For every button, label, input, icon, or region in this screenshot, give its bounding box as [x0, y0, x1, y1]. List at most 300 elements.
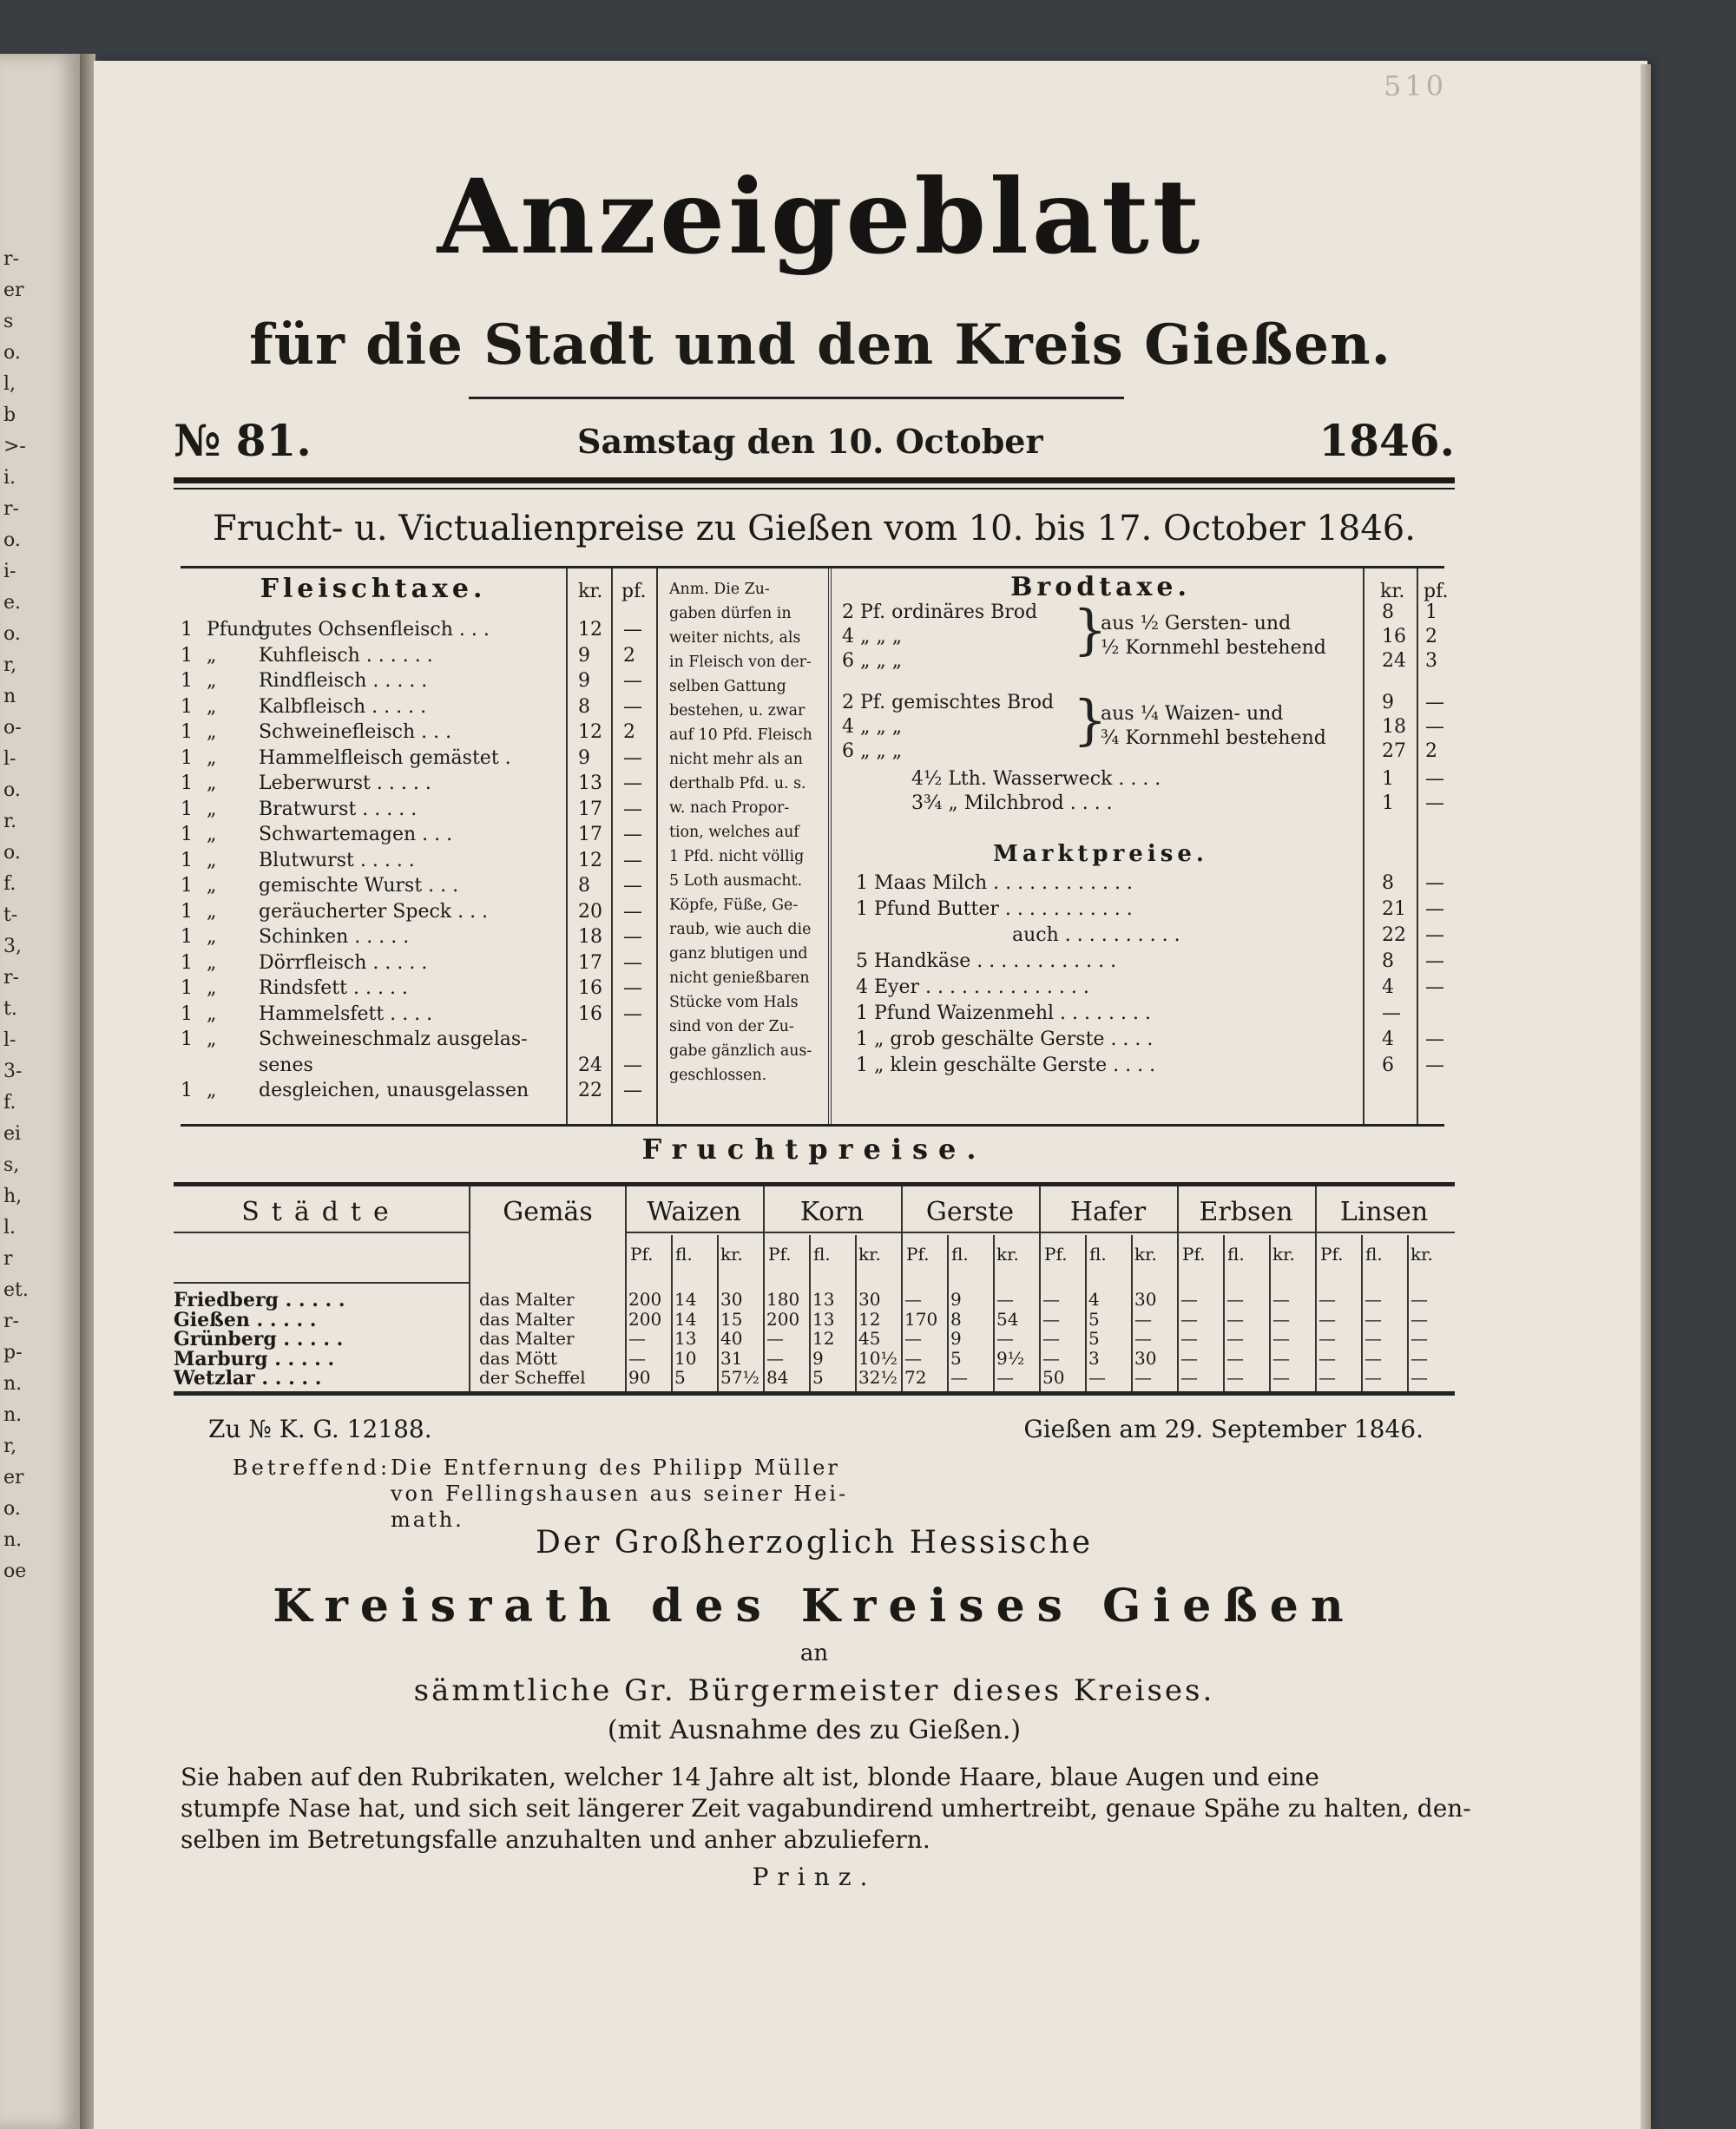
market-pf: —	[1425, 1055, 1444, 1076]
meat-kr: 18	[578, 926, 602, 948]
meat-name: Rindfleisch . . . . .	[259, 670, 428, 692]
divider-sub	[1361, 1235, 1363, 1391]
fruit-value: 9½	[996, 1347, 1025, 1369]
left-page-fragment: o.	[3, 529, 21, 551]
subheader-fl: fl.	[1227, 1244, 1245, 1265]
meat-pf: —	[623, 951, 642, 974]
market-label: 1 Pfund Waizenmehl . . . . . . . .	[856, 1002, 1151, 1024]
fruit-value: —	[1364, 1289, 1382, 1310]
fruit-value: —	[904, 1328, 922, 1349]
hline-city-2	[174, 1282, 469, 1284]
bread-title: Brodtaxe.	[1010, 572, 1191, 602]
left-page-fragment: l-	[3, 1029, 16, 1051]
left-page-fragment: s	[3, 311, 14, 332]
meat-kr: 12	[578, 619, 602, 641]
left-page-fragment: n.	[3, 1373, 23, 1395]
left-page-fragment: o.	[3, 842, 21, 864]
meat-title: Fleischtaxe.	[260, 574, 487, 604]
notice-signature: Prinz.	[752, 1863, 877, 1891]
fruit-value: —	[1042, 1347, 1060, 1369]
meat-name: gutes Ochsenfleisch . . .	[259, 619, 490, 641]
fruit-value: —	[1180, 1347, 1198, 1369]
meat-name: geräucherter Speck . . .	[259, 900, 489, 923]
left-page-fragment: o-	[3, 717, 22, 739]
fruit-value: 5	[1088, 1328, 1100, 1349]
meat-name: Rindsfett . . . . .	[259, 977, 408, 999]
meat-row	[181, 1080, 649, 1102]
meat-row	[181, 1028, 649, 1051]
divider-sub	[717, 1235, 719, 1391]
bread-kr: 1	[1382, 768, 1394, 790]
meat-kr: 9	[578, 644, 590, 667]
market-title: Marktpreise.	[993, 841, 1208, 867]
market-label: 1 „ grob geschälte Gerste . . . .	[856, 1028, 1154, 1050]
meat-pf: —	[623, 926, 642, 948]
fruit-value: —	[1364, 1328, 1382, 1349]
divider-sub	[1223, 1235, 1225, 1391]
annotation-line: geschlossen.	[669, 1067, 767, 1084]
divider-sub	[1407, 1235, 1409, 1391]
fruit-value: —	[1226, 1308, 1244, 1330]
divider-grain	[901, 1186, 903, 1391]
fruit-value: 40	[720, 1328, 743, 1349]
masthead-title: Anzeigeblatt	[437, 156, 1204, 277]
left-page-fragment: t.	[3, 998, 17, 1020]
prices-heading: Frucht- u. Victualienpreise zu Gießen vom 10. bis 17. October 1846.	[213, 509, 1416, 549]
bread-pf: —	[1425, 768, 1444, 790]
bread-label: 2 Pf. gemischtes Brod	[842, 692, 1055, 713]
fruit-value: —	[996, 1328, 1014, 1349]
bread-label: 6 „ „ „	[842, 740, 903, 762]
meat-pf: —	[623, 798, 642, 820]
fruit-value: —	[1410, 1289, 1428, 1310]
divider-grain	[763, 1186, 765, 1391]
annotation-line: in Fleisch von der-	[669, 654, 812, 671]
annotation-line: sind von der Zu-	[669, 1018, 794, 1035]
subheader-pf: Pf.	[630, 1244, 654, 1265]
subheader-kr: kr.	[1272, 1244, 1295, 1265]
fruit-value: —	[766, 1328, 784, 1349]
masthead-subtitle: für die Stadt und den Kreis Gießen.	[249, 312, 1391, 378]
market-pf: —	[1425, 872, 1444, 894]
fruit-value: —	[1272, 1308, 1290, 1330]
bread-label: 4 „ „ „	[842, 626, 903, 647]
meat-qty: 1	[181, 900, 193, 923]
market-label: 4 Eyer . . . . . . . . . . . . . .	[856, 976, 1089, 998]
meat-qty: 1	[181, 1002, 193, 1025]
meat-qty: 1	[181, 1080, 193, 1101]
rule-thick	[174, 477, 1455, 483]
meat-unit: „	[207, 670, 217, 692]
bread-row	[842, 601, 1450, 624]
annotation-line: nicht genießbaren	[669, 969, 810, 987]
left-page-fragment: n.	[3, 1404, 23, 1426]
fruit-city: Gießen . . . . .	[174, 1308, 317, 1331]
bread-kr: 18	[1382, 716, 1406, 738]
bread-kr: 9	[1382, 692, 1394, 713]
fruit-value: —	[766, 1347, 784, 1369]
fruit-value: —	[1042, 1308, 1060, 1330]
fruit-value: 9	[950, 1289, 962, 1310]
market-row	[856, 1028, 1463, 1051]
market-row	[856, 898, 1463, 921]
divider-meat-anm	[656, 568, 658, 1124]
fruit-value: —	[1318, 1347, 1336, 1369]
annotation-line: w. nach Propor-	[669, 799, 790, 817]
divider-sub	[809, 1235, 811, 1391]
fruit-value: —	[1410, 1308, 1428, 1330]
bread-pf: —	[1425, 792, 1444, 814]
fruit-value: 14	[674, 1289, 697, 1310]
left-page-fragment: i.	[3, 467, 16, 489]
market-kr: 8	[1382, 950, 1394, 972]
fruit-value: 13	[812, 1308, 835, 1330]
market-row	[856, 1055, 1463, 1077]
market-kr: 4	[1382, 976, 1394, 998]
fruit-value: —	[1364, 1308, 1382, 1330]
subheader-fl: fl.	[1365, 1244, 1383, 1265]
meat-qty: 1	[181, 849, 193, 871]
fruit-value: 13	[812, 1289, 835, 1310]
meat-kr: 24	[578, 1054, 602, 1076]
fruit-value: 30	[858, 1289, 881, 1310]
subheader-kr: kr.	[1410, 1244, 1433, 1265]
meat-qty: 1	[181, 721, 193, 743]
fruit-value: 84	[766, 1367, 789, 1388]
fruit-value: 57½	[720, 1367, 760, 1388]
bread-pf: 2	[1425, 626, 1437, 647]
meat-unit: „	[207, 772, 217, 794]
fruit-value: —	[1088, 1367, 1106, 1388]
meat-kr: 12	[578, 721, 602, 743]
meat-name: Blutwurst . . . . .	[259, 849, 415, 871]
market-label: 1 Pfund Butter . . . . . . . . . . .	[856, 898, 1133, 920]
meat-pf: —	[623, 1054, 642, 1076]
fruit-value: 50	[1042, 1367, 1065, 1388]
left-page-fragment: l,	[3, 373, 16, 395]
meat-pf-header: pf.	[621, 581, 647, 602]
subheader-pf: Pf.	[1044, 1244, 1068, 1265]
fruit-value: —	[1180, 1308, 1198, 1330]
issue-number: № 81.	[174, 415, 312, 466]
meat-kr: 12	[578, 849, 602, 871]
meat-qty: 1	[181, 772, 193, 794]
meat-pf: —	[623, 695, 642, 718]
subheader-pf: Pf.	[1182, 1244, 1206, 1265]
meat-row	[181, 1055, 649, 1077]
fruit-value: —	[1226, 1367, 1244, 1388]
meat-pf: —	[623, 977, 642, 999]
market-row	[856, 872, 1463, 895]
meat-qty: 1	[181, 644, 193, 667]
fruit-value: —	[1226, 1328, 1244, 1349]
brace-group2: }	[1073, 688, 1108, 752]
meat-row	[181, 696, 649, 719]
divider-sub	[993, 1235, 995, 1391]
meat-pf: —	[623, 875, 642, 897]
meat-kr: 20	[578, 900, 602, 923]
meat-unit: „	[207, 746, 217, 769]
left-page-fragment: h,	[3, 1186, 23, 1207]
bread-row	[842, 626, 1450, 648]
left-page-fragment: r	[3, 1248, 13, 1270]
fruit-value: —	[904, 1289, 922, 1310]
meat-row	[181, 926, 649, 949]
fruit-measure: der Scheffel	[479, 1367, 586, 1388]
meat-qty: 1	[181, 926, 193, 948]
annotation-line: bestehen, u. zwar	[669, 702, 806, 720]
meat-pf: —	[623, 619, 642, 641]
market-pf: —	[1425, 950, 1444, 972]
divider-sub	[1131, 1235, 1133, 1391]
bread-kr-header: kr.	[1380, 581, 1405, 602]
left-page-fragment: l-	[3, 748, 16, 770]
addressee-exception: (mit Ausnahme des zu Gießen.)	[607, 1715, 1022, 1745]
issue-year: 1846.	[1318, 415, 1455, 466]
fruit-value: —	[1180, 1328, 1198, 1349]
left-page-fragment: r-	[3, 967, 19, 989]
left-page-fragment: n	[3, 686, 16, 707]
left-page-fragment: o.	[3, 623, 21, 645]
left-page-fragment: oe	[3, 1561, 27, 1582]
subheader-kr: kr.	[720, 1244, 743, 1265]
market-row	[856, 924, 1463, 947]
meat-row	[181, 850, 649, 872]
subheader-pf: Pf.	[768, 1244, 792, 1265]
subheader-fl: fl.	[813, 1244, 831, 1265]
left-page-fragment: r.	[3, 811, 17, 832]
header-grain: Korn	[799, 1197, 865, 1227]
left-page-fragment: s,	[3, 1154, 20, 1176]
meat-kr-header: kr.	[578, 581, 603, 602]
fruit-value: 8	[950, 1308, 962, 1330]
fruit-value: —	[1134, 1328, 1152, 1349]
subheader-fl: fl.	[951, 1244, 969, 1265]
divider-sub	[1269, 1235, 1271, 1391]
left-page-fragment: o.	[3, 1498, 21, 1520]
meat-qty: 1	[181, 977, 193, 999]
market-pf: —	[1425, 898, 1444, 920]
rule-thin	[174, 488, 1455, 490]
fruit-value: —	[1318, 1308, 1336, 1330]
fruit-value: —	[1318, 1289, 1336, 1310]
left-page-fragment: r-	[3, 248, 19, 270]
annotation-line: Anm. Die Zu-	[669, 581, 770, 598]
meat-pf: —	[623, 1080, 642, 1101]
divider-anm-bread	[828, 568, 832, 1124]
fruit-value: 12	[858, 1308, 881, 1330]
annotation-note	[669, 577, 824, 1087]
meat-pf: —	[623, 772, 642, 794]
meat-row	[181, 1003, 649, 1026]
issue-date: Samstag den 10. October	[577, 422, 1043, 461]
price-tables	[181, 566, 1449, 1127]
fruit-value: 90	[628, 1367, 651, 1388]
annotation-line: ganz blutigen und	[669, 945, 808, 963]
fruit-value: 31	[720, 1347, 743, 1369]
subject-label: Betreffend:	[233, 1455, 391, 1480]
fruit-value: —	[1364, 1347, 1382, 1369]
fruit-value: —	[1226, 1289, 1244, 1310]
fruit-value: 4	[1088, 1289, 1100, 1310]
left-page-fragment: r-	[3, 498, 19, 520]
issue-row	[174, 415, 1455, 467]
fruit-value: —	[1226, 1347, 1244, 1369]
meat-row	[181, 901, 649, 923]
meat-row	[181, 670, 649, 693]
market-row	[856, 1002, 1463, 1025]
fruit-prices-title: Fruchtpreise.	[641, 1133, 987, 1166]
annotation-line: raub, wie auch die	[669, 921, 812, 938]
fruit-value: 5	[674, 1367, 686, 1388]
market-pf: —	[1425, 924, 1444, 946]
left-facing-page	[0, 54, 80, 2129]
left-page-fragment: o.	[3, 779, 21, 801]
bread-row	[842, 650, 1450, 673]
meat-name: Schinken . . . . .	[259, 926, 410, 948]
meat-qty: 1	[181, 798, 193, 820]
fruit-value: 15	[720, 1308, 743, 1330]
bread-row	[842, 716, 1450, 739]
fruit-measure: das Mött	[479, 1347, 557, 1369]
fruit-value: 180	[766, 1289, 800, 1310]
meat-name: Schweinefleisch . . .	[259, 721, 452, 743]
fruit-city: Wetzlar . . . . .	[174, 1367, 322, 1390]
left-page-fragment: ei	[3, 1123, 22, 1145]
fruit-value: 170	[904, 1308, 938, 1330]
hline-city	[174, 1232, 469, 1233]
meat-kr: 17	[578, 951, 602, 974]
bread-kr: 16	[1382, 626, 1406, 647]
left-page-fragment: et.	[3, 1279, 29, 1301]
bread-pf: 2	[1425, 740, 1437, 762]
meat-unit: „	[207, 926, 217, 948]
brace-group1: }	[1073, 598, 1108, 661]
left-page-fragment: t-	[3, 904, 18, 926]
addressee: sämmtliche Gr. Bürgermeister dieses Kreises.	[413, 1673, 1215, 1708]
meat-kr: 17	[578, 798, 602, 820]
meat-name: Kalbfleisch . . . . .	[259, 695, 427, 718]
rule-short	[469, 397, 1124, 399]
fruit-value: —	[950, 1367, 968, 1388]
fruit-value: —	[996, 1367, 1014, 1388]
market-label: 1 Maas Milch . . . . . . . . . . . .	[856, 872, 1133, 894]
left-page-fragment: er	[3, 279, 24, 301]
meat-unit: „	[207, 1080, 217, 1101]
fruit-value: —	[1134, 1308, 1152, 1330]
meat-kr: 16	[578, 1002, 602, 1025]
fruit-measure: das Malter	[479, 1308, 575, 1330]
left-page-fragment: r,	[3, 1436, 17, 1457]
annotation-line: gabe gänzlich aus-	[669, 1042, 812, 1060]
market-kr: 8	[1382, 872, 1394, 894]
notice-place-date: Gießen am 29. September 1846.	[1023, 1415, 1424, 1443]
fruit-city: Friedberg . . . . .	[174, 1289, 345, 1311]
left-page-fragment: o.	[3, 342, 21, 364]
meat-name: Hammelfleisch gemästet .	[259, 746, 511, 769]
annotation-line: 5 Loth ausmacht.	[669, 872, 803, 890]
meat-qty: 1	[181, 619, 193, 641]
meat-row	[181, 747, 649, 770]
left-page-fragment: p-	[3, 1342, 23, 1363]
notice-body: Sie haben auf den Rubrikaten, welcher 14 Jahre alt ist, blonde Haare, blaue Augen und eine stumpfe Nase hat, und sich seit längerer Zeit vagabundirend umhertreibt, genaue Spähe zu halten, den- selben im Betretungsfalle anzuhalten und anher abzuliefern.	[181, 1763, 1471, 1854]
fruit-value: —	[628, 1347, 646, 1369]
left-page-fragment: 3,	[3, 936, 22, 957]
annotation-line: nicht mehr als an	[669, 751, 803, 768]
authority-line-2: Kreisrath des Kreises Gießen	[273, 1580, 1356, 1633]
market-row	[856, 976, 1463, 999]
meat-qty: 1	[181, 951, 193, 974]
meat-row	[181, 721, 649, 744]
divider-sub	[671, 1235, 673, 1391]
divider-grain	[1177, 1186, 1179, 1391]
meat-unit: „	[207, 721, 217, 743]
fruit-value: 3	[1088, 1347, 1100, 1369]
meat-name: Schweineschmalz ausgelas-	[259, 1028, 528, 1050]
meat-row	[181, 798, 649, 821]
bread-kr: 27	[1382, 740, 1406, 762]
addressee-an: an	[799, 1640, 829, 1666]
fruit-city: Marburg . . . . .	[174, 1347, 335, 1370]
fruit-value: —	[1318, 1328, 1336, 1349]
header-grain: Linsen	[1339, 1197, 1429, 1227]
fruit-value: 30	[1134, 1347, 1157, 1369]
meat-name: senes	[259, 1054, 313, 1076]
market-label: auch . . . . . . . . . .	[1012, 924, 1180, 946]
meat-name: Bratwurst . . . . .	[259, 798, 418, 820]
subheader-kr: kr.	[1134, 1244, 1157, 1265]
meat-unit: „	[207, 849, 217, 871]
meat-pf: —	[623, 900, 642, 923]
header-grain: Erbsen	[1199, 1197, 1293, 1227]
meat-name: Dörrfleisch . . . . .	[259, 951, 428, 974]
notice-reference-row	[208, 1415, 1424, 1443]
subheader-pf: Pf.	[906, 1244, 930, 1265]
meat-name: Leberwurst . . . . .	[259, 772, 431, 794]
left-page-fragment: b	[3, 404, 16, 426]
market-row	[856, 950, 1463, 973]
left-page-fragment: n.	[3, 1529, 23, 1551]
fruit-value: —	[1272, 1367, 1290, 1388]
meat-unit: „	[207, 824, 217, 845]
fruit-value: 54	[996, 1308, 1019, 1330]
authority-line-1: Der Großherzoglich Hessische	[536, 1525, 1093, 1561]
subheader-pf: Pf.	[1320, 1244, 1344, 1265]
fruit-value: —	[1364, 1367, 1382, 1388]
fruit-value: —	[1134, 1367, 1152, 1388]
meat-pf: 2	[623, 721, 635, 743]
fruit-value: 9	[950, 1328, 962, 1349]
fruit-value: —	[1272, 1328, 1290, 1349]
fruit-value: 13	[674, 1328, 697, 1349]
meat-kr: 9	[578, 746, 590, 769]
meat-kr: 16	[578, 977, 602, 999]
fruit-value: 30	[720, 1289, 743, 1310]
bread-row	[842, 740, 1450, 763]
divider-sub	[855, 1235, 857, 1391]
fruit-measure: das Malter	[479, 1289, 575, 1310]
meat-name: Kuhfleisch . . . . . .	[259, 644, 433, 667]
fruit-value: 30	[1134, 1289, 1157, 1310]
meat-unit: „	[207, 951, 217, 974]
market-pf: —	[1425, 1028, 1444, 1050]
meat-name: gemischte Wurst . . .	[259, 875, 459, 897]
bread-label: 4 „ „ „	[842, 716, 903, 738]
meat-row	[181, 645, 649, 667]
bread-kr: 24	[1382, 650, 1406, 672]
fruit-value: —	[1272, 1347, 1290, 1369]
market-label: 5 Handkäse . . . . . . . . . . . .	[856, 950, 1117, 972]
